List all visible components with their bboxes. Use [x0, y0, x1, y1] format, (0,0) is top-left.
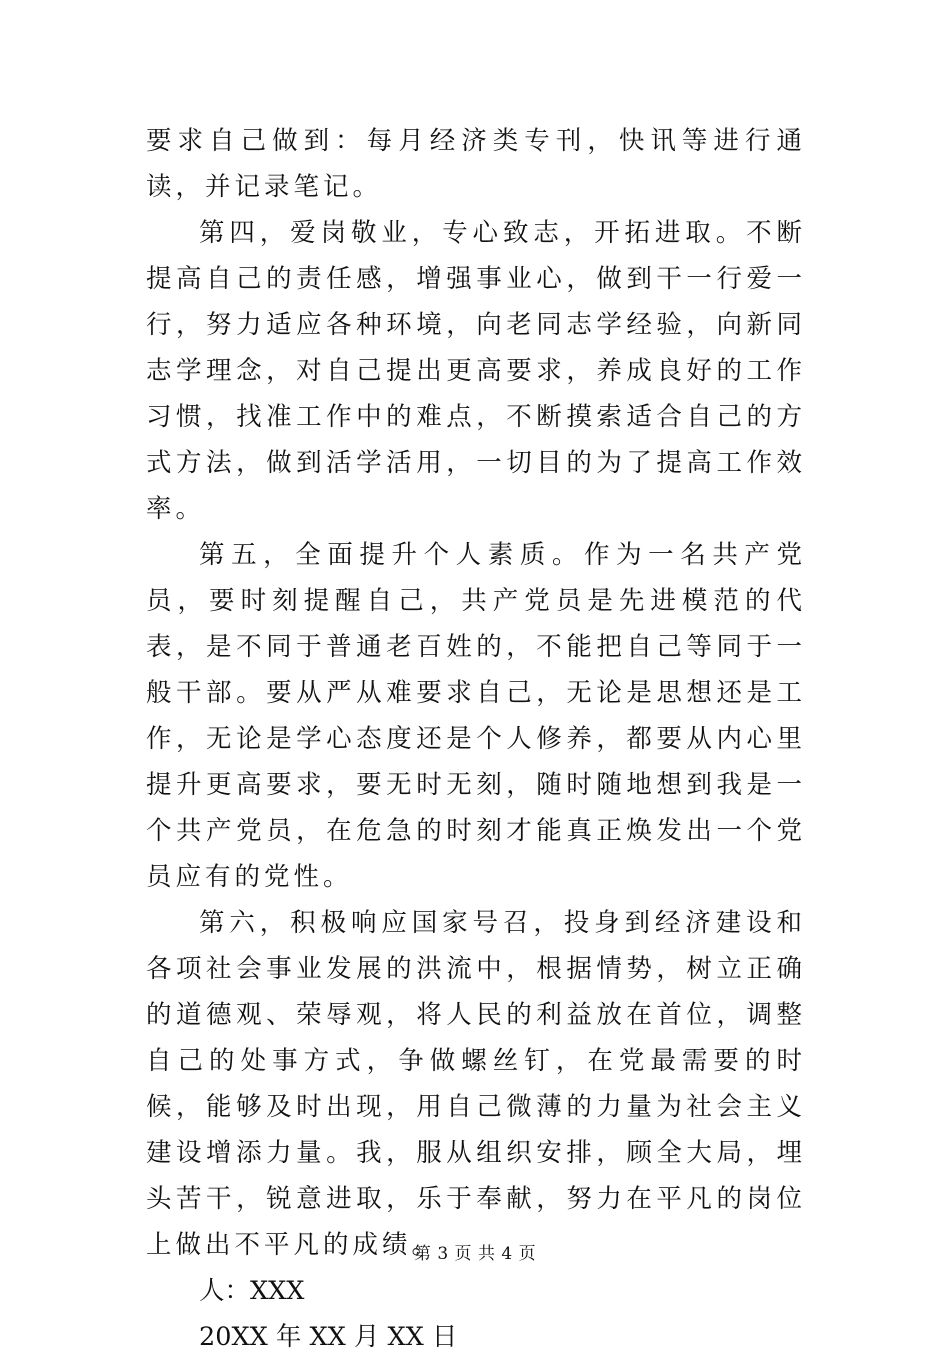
- page-footer: 第 3 页 共 4 页: [413, 1244, 537, 1264]
- paragraph-fifth: 第五，全面提升个人素质。作为一名共产党员，要时刻提醒自己，共产党员是先进模范的代表，是不同于普通老百姓的，不能把自己等同于一般干部。要从严从难要求自己，无论是思想还是工作，无论是学心态度还是个人修养，都要从内心里提升更高要求，要无时无刻，随时随地想到我是一个共产党员，在危急的时刻才能真正焕发出一个党员应有的党性。: [146, 540, 806, 892]
- signature-line: 人：XXX: [199, 1276, 305, 1306]
- paragraph-continuation: 要求自己做到：每月经济类专刊，快讯等进行通读，并记录笔记。: [146, 126, 806, 202]
- paragraph-sixth: 第六，积极响应国家号召，投身到经济建设和各项社会事业发展的洪流中，根据情势，树立正确的道德观、荣辱观，将人民的利益放在首位，调整自己的处事方式，争做螺丝钉，在党最需要的时候，能够及时出现，用自己微薄的力量为社会主义建设增添力量。我，服从组织安排，顾全大局，埋头苦干，锐意进取，乐于奉献，努力在平凡的岗位上做出不平凡的成绩。: [146, 908, 806, 1260]
- paragraph-fourth: 第四，爱岗敬业，专心致志，开拓进取。不断提高自己的责任感，增强事业心，做到干一行爱一行，努力适应各种环境，向老同志学经验，向新同志学理念，对自己提出更高要求，养成良好的工作习惯，找准工作中的难点，不断摸索适合自己的方式方法，做到活学活用，一切目的为了提高工作效率。: [146, 218, 806, 524]
- date-line: 20XX 年 XX 月 XX 日: [199, 1322, 458, 1352]
- document-body: [146, 118, 806, 1360]
